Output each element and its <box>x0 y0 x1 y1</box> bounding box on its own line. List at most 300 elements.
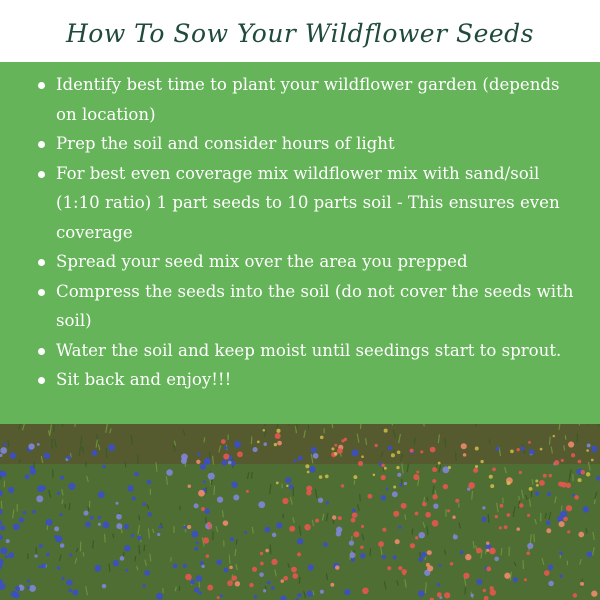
step-text: Sit back and enjoy!!! <box>56 370 232 389</box>
step-item <box>38 336 581 366</box>
bluebonnet-flower <box>527 543 533 549</box>
paintbrush-flower <box>375 444 378 447</box>
bluebonnet-flower <box>320 590 324 594</box>
grass-blade <box>383 467 384 471</box>
bluebonnet-flower <box>147 512 152 517</box>
grass-blade <box>565 435 566 439</box>
yellow-flower <box>353 475 357 479</box>
paintbrush-flower <box>504 573 510 579</box>
bluebonnet-flower <box>0 447 7 454</box>
bluebonnet-flower <box>586 551 592 557</box>
paintbrush-flower <box>571 453 575 457</box>
yellow-flower <box>384 467 387 470</box>
bluebonnet-flower <box>68 483 75 490</box>
yellow-flower <box>384 429 388 433</box>
bluebonnet-flower <box>60 543 64 547</box>
bluebonnet-flower <box>336 527 342 533</box>
paintbrush-flower <box>444 592 450 598</box>
bluebonnet-flower <box>113 560 119 566</box>
bluebonnet-flower <box>144 570 150 576</box>
bluebonnet-flower <box>131 534 134 537</box>
grass-blade <box>1 501 2 508</box>
bluebonnet-flower <box>437 583 440 586</box>
step-text: Spread your seed mix over the area you prepped <box>56 252 468 271</box>
paintbrush-flower <box>271 559 277 565</box>
bluebonnet-flower <box>349 552 355 558</box>
bluebonnet-flower <box>83 510 88 515</box>
paintbrush-flower <box>203 537 209 543</box>
bluebonnet-flower <box>224 446 227 449</box>
yellow-flower <box>263 429 266 432</box>
paintbrush-flower <box>473 468 478 473</box>
bullet-icon <box>38 171 45 178</box>
bluebonnet-flower <box>259 572 264 577</box>
paintbrush-flower <box>209 526 212 529</box>
bluebonnet-flower <box>60 476 64 480</box>
bluebonnet-flower <box>308 564 314 570</box>
paintbrush-flower <box>221 439 226 444</box>
bluebonnet-flower <box>560 574 563 577</box>
paintbrush-flower <box>337 448 343 454</box>
paintbrush-flower <box>281 579 284 582</box>
yellow-flower <box>489 475 493 479</box>
paintbrush-flower <box>338 516 342 520</box>
bluebonnet-flower <box>547 492 551 496</box>
yellow-flower <box>286 485 288 487</box>
paintbrush-flower <box>353 531 359 537</box>
paintbrush-flower <box>358 461 363 466</box>
paintbrush-flower <box>490 589 496 595</box>
yellow-flower <box>361 455 364 458</box>
step-text: Prep the soil and consider hours of light <box>56 134 395 153</box>
paintbrush-flower <box>486 541 489 544</box>
yellow-flower <box>319 475 323 479</box>
paintbrush-flower <box>561 482 567 488</box>
bluebonnet-flower <box>418 532 424 538</box>
bluebonnet-flower <box>115 502 118 505</box>
bluebonnet-flower <box>102 521 109 528</box>
grass-blade <box>489 439 490 443</box>
paintbrush-flower <box>289 526 295 532</box>
bluebonnet-flower <box>200 464 206 470</box>
paintbrush-flower <box>229 566 233 570</box>
bluebonnet-flower <box>323 542 328 547</box>
grass-blade <box>89 501 90 508</box>
paintbrush-flower <box>546 528 551 533</box>
grass-blade <box>252 472 253 479</box>
bluebonnet-flower <box>203 480 206 483</box>
paintbrush-flower <box>432 467 437 472</box>
paintbrush-flower <box>207 585 213 591</box>
bluebonnet-flower <box>360 553 366 559</box>
bluebonnet-flower <box>157 533 160 536</box>
bluebonnet-flower <box>13 523 20 530</box>
header <box>0 0 600 62</box>
bluebonnet-flower <box>142 584 145 587</box>
bluebonnet-flower <box>392 491 398 497</box>
paintbrush-flower <box>492 467 496 471</box>
paintbrush-flower <box>265 549 269 553</box>
paintbrush-flower <box>432 494 437 499</box>
grass-blade <box>564 445 565 450</box>
paintbrush-flower <box>217 596 220 599</box>
bluebonnet-flower <box>253 447 258 452</box>
paintbrush-flower <box>237 451 243 457</box>
paintbrush-flower <box>315 519 319 523</box>
paintbrush-flower <box>201 507 205 511</box>
paintbrush-flower <box>341 439 344 442</box>
yellow-flower <box>334 452 338 456</box>
paintbrush-flower <box>232 575 237 580</box>
bluebonnet-flower <box>495 447 499 451</box>
bluebonnet-flower <box>98 491 105 498</box>
yellow-flower <box>510 449 514 453</box>
bluebonnet-flower <box>124 524 129 529</box>
bluebonnet-flower <box>61 577 64 580</box>
bluebonnet-flower <box>535 491 540 496</box>
step-text: Water the soil and keep moist until seedings start to sprout. <box>56 340 562 360</box>
step-item <box>38 365 581 395</box>
bluebonnet-flower <box>297 593 301 597</box>
bluebonnet-flower <box>418 557 423 562</box>
bluebonnet-flower <box>433 504 438 509</box>
bluebonnet-flower <box>8 487 14 493</box>
bluebonnet-flower <box>352 509 356 513</box>
grass-blade <box>214 486 215 495</box>
paintbrush-flower <box>461 443 467 449</box>
bluebonnet-flower <box>382 555 386 559</box>
paintbrush-flower <box>415 512 419 516</box>
bluebonnet-flower <box>190 579 195 584</box>
paintbrush-flower <box>504 525 508 529</box>
paintbrush-flower <box>367 494 372 499</box>
paintbrush-flower <box>402 569 407 574</box>
paintbrush-flower <box>334 444 337 447</box>
bluebonnet-flower <box>349 540 354 545</box>
paintbrush-flower <box>341 484 344 487</box>
bluebonnet-flower <box>267 581 271 585</box>
bluebonnet-flower <box>15 586 20 591</box>
paintbrush-flower <box>381 464 384 467</box>
bluebonnet-flower <box>388 446 393 451</box>
paintbrush-flower <box>580 582 584 586</box>
bluebonnet-flower <box>285 477 291 483</box>
bluebonnet-flower <box>548 565 553 570</box>
grass-blade <box>171 557 172 561</box>
paintbrush-flower <box>483 589 486 592</box>
paintbrush-flower <box>432 520 439 527</box>
paintbrush-flower <box>260 552 263 555</box>
bluebonnet-flower <box>191 531 198 538</box>
grass-blade <box>534 534 535 542</box>
paintbrush-flower <box>452 516 455 519</box>
bluebonnet-flower <box>98 523 101 526</box>
bluebonnet-flower <box>19 517 25 523</box>
paintbrush-flower <box>282 498 288 504</box>
step-item <box>38 277 581 336</box>
page-title: How To Sow Your Wildflower Seeds <box>65 18 535 48</box>
yellow-flower <box>373 474 376 477</box>
yellow-flower <box>578 478 582 482</box>
paintbrush-flower <box>393 511 399 517</box>
bluebonnet-flower <box>166 469 173 476</box>
bluebonnet-flower <box>418 590 425 597</box>
paintbrush-flower <box>506 513 510 517</box>
bluebonnet-flower <box>183 564 187 568</box>
paintbrush-flower <box>381 475 386 480</box>
yellow-flower <box>276 429 280 433</box>
bullet-icon <box>38 259 45 266</box>
bluebonnet-flower <box>156 593 163 600</box>
bluebonnet-flower <box>399 483 402 486</box>
paintbrush-flower <box>361 525 364 528</box>
bluebonnet-flower <box>108 444 115 451</box>
bluebonnet-flower <box>102 584 106 588</box>
paintbrush-flower <box>539 480 545 486</box>
paintbrush-flower <box>398 566 402 570</box>
bluebonnet-flower <box>14 592 20 598</box>
wildflower-field-photo <box>0 424 600 600</box>
paintbrush-flower <box>489 548 496 555</box>
bluebonnet-flower <box>0 525 5 530</box>
bluebonnet-flower <box>120 556 125 561</box>
yellow-flower <box>529 487 533 491</box>
paintbrush-flower <box>543 474 547 478</box>
bluebonnet-flower <box>351 558 355 562</box>
paintbrush-flower <box>198 490 205 497</box>
paintbrush-flower <box>187 525 191 529</box>
bluebonnet-flower <box>32 510 36 514</box>
paintbrush-flower <box>450 562 453 565</box>
grass-blade <box>204 437 205 442</box>
paintbrush-flower <box>330 583 334 587</box>
grass-blade <box>213 456 214 465</box>
paintbrush-flower <box>306 485 312 491</box>
paintbrush-flower <box>387 566 391 570</box>
paintbrush-flower <box>426 563 430 567</box>
bluebonnet-flower <box>116 523 122 529</box>
paintbrush-flower <box>246 490 249 493</box>
bluebonnet-flower <box>102 465 106 469</box>
grass-blade <box>488 514 489 523</box>
yellow-flower <box>393 486 396 489</box>
grass-blade <box>109 564 110 572</box>
bluebonnet-flower <box>181 458 187 464</box>
bluebonnet-flower <box>40 485 46 491</box>
bluebonnet-flower <box>263 442 267 446</box>
grass-blade <box>69 503 70 510</box>
bluebonnet-flower <box>271 586 275 590</box>
bullet-icon <box>38 348 45 355</box>
paintbrush-flower <box>425 512 431 518</box>
grass-blade <box>139 545 140 554</box>
bluebonnet-flower <box>557 516 563 522</box>
bluebonnet-flower <box>344 589 350 595</box>
bluebonnet-flower <box>27 586 30 589</box>
bluebonnet-flower <box>137 536 142 541</box>
bluebonnet-flower <box>204 458 211 465</box>
paintbrush-flower <box>527 514 530 517</box>
paintbrush-flower <box>476 548 482 554</box>
paintbrush-flower <box>495 515 498 518</box>
bluebonnet-flower <box>234 441 241 448</box>
step-item <box>38 70 581 129</box>
bluebonnet-flower <box>258 501 265 508</box>
bluebonnet-flower <box>194 547 198 551</box>
bluebonnet-flower <box>453 535 458 540</box>
yellow-flower <box>536 484 539 487</box>
bluebonnet-flower <box>404 482 407 485</box>
paintbrush-flower <box>382 528 386 532</box>
grass-blade <box>139 515 140 520</box>
bluebonnet-flower <box>85 521 91 527</box>
bluebonnet-flower <box>513 577 518 582</box>
paintbrush-flower <box>578 532 584 538</box>
grass-blade <box>93 540 94 548</box>
bluebonnet-flower <box>28 443 34 449</box>
bluebonnet-flower <box>438 564 441 567</box>
grass-blade <box>569 475 570 482</box>
bluebonnet-flower <box>159 525 163 529</box>
paintbrush-flower <box>362 587 369 594</box>
bluebonnet-flower <box>587 443 591 447</box>
bluebonnet-flower <box>421 552 427 558</box>
grass-blade <box>472 491 473 500</box>
bluebonnet-flower <box>306 591 312 597</box>
bluebonnet-flower <box>231 481 238 488</box>
grass-blade <box>135 556 136 561</box>
bluebonnet-flower <box>216 559 222 565</box>
bluebonnet-flower <box>293 459 296 462</box>
bluebonnet-flower <box>194 503 199 508</box>
paintbrush-flower <box>561 459 564 462</box>
step-item <box>38 159 581 248</box>
paintbrush-flower <box>554 460 559 465</box>
bluebonnet-flower <box>6 539 10 543</box>
bluebonnet-flower <box>224 568 229 573</box>
grass-blade <box>283 514 284 519</box>
bluebonnet-flower <box>298 456 303 461</box>
grass-blade <box>104 534 105 543</box>
grass-blade <box>209 451 210 458</box>
bluebonnet-flower <box>54 526 59 531</box>
yellow-flower <box>438 462 441 465</box>
grass-blade <box>180 506 181 510</box>
bluebonnet-flower <box>208 473 215 480</box>
bluebonnet-flower <box>39 544 43 548</box>
grass-blade <box>8 440 9 447</box>
bluebonnet-flower <box>529 449 535 455</box>
bluebonnet-flower <box>134 472 139 477</box>
bluebonnet-flower <box>95 565 101 571</box>
bluebonnet-flower <box>494 557 499 562</box>
bluebonnet-flower <box>54 535 57 538</box>
bluebonnet-flower <box>69 589 73 593</box>
bluebonnet-flower <box>393 556 397 560</box>
grass-blade <box>270 544 271 554</box>
paintbrush-flower <box>260 562 264 566</box>
paintbrush-flower <box>196 460 200 464</box>
paintbrush-flower <box>227 580 233 586</box>
yellow-flower <box>490 484 494 488</box>
paintbrush-flower <box>422 502 427 507</box>
bluebonnet-flower <box>546 521 551 526</box>
bluebonnet-flower <box>29 585 36 592</box>
bluebonnet-flower <box>197 452 200 455</box>
bluebonnet-flower <box>220 594 223 597</box>
yellow-flower <box>391 453 395 457</box>
yellow-flower <box>274 443 277 446</box>
grass-blade <box>332 424 333 428</box>
yellow-flower <box>553 435 555 437</box>
paintbrush-flower <box>455 499 459 503</box>
yellow-flower <box>276 481 279 484</box>
paintbrush-flower <box>378 541 384 547</box>
bluebonnet-flower <box>548 581 553 586</box>
bluebonnet-flower <box>10 452 16 458</box>
bluebonnet-flower <box>228 461 232 465</box>
paintbrush-flower <box>591 591 597 597</box>
paintbrush-flower <box>249 583 253 587</box>
paintbrush-flower <box>574 495 579 500</box>
bluebonnet-flower <box>217 496 223 502</box>
bluebonnet-flower <box>132 496 136 500</box>
bluebonnet-flower <box>386 488 389 491</box>
yellow-flower <box>586 472 590 476</box>
bluebonnet-flower <box>381 495 387 501</box>
bluebonnet-flower <box>397 473 401 477</box>
bluebonnet-flower <box>311 447 317 453</box>
grass-blade <box>313 590 314 595</box>
bluebonnet-flower <box>200 561 204 565</box>
step-text: Identify best time to plant your wildflower garden (depends on location) <box>56 75 560 124</box>
grass-blade <box>456 453 457 461</box>
paintbrush-flower <box>185 574 192 581</box>
bluebonnet-flower <box>37 443 40 446</box>
bluebonnet-flower <box>276 522 282 528</box>
yellow-flower <box>331 447 334 450</box>
step-item <box>38 247 581 277</box>
paintbrush-flower <box>206 554 210 558</box>
paintbrush-flower <box>252 567 257 572</box>
yellow-flower <box>325 474 329 478</box>
bluebonnet-flower <box>194 587 199 592</box>
bluebonnet-flower <box>147 480 152 485</box>
yellow-flower <box>507 481 511 485</box>
yellow-flower <box>320 436 324 440</box>
bluebonnet-flower <box>3 443 6 446</box>
paintbrush-flower <box>351 518 356 523</box>
bullet-icon <box>38 289 45 296</box>
bluebonnet-flower <box>244 531 247 534</box>
yellow-flower <box>480 460 483 463</box>
paintbrush-flower <box>563 517 568 522</box>
paintbrush-flower <box>524 578 527 581</box>
bluebonnet-flower <box>36 495 43 502</box>
bluebonnet-flower <box>69 553 72 556</box>
yellow-flower <box>397 451 401 455</box>
bluebonnet-flower <box>204 508 210 514</box>
paintbrush-flower <box>443 484 448 489</box>
paintbrush-flower <box>292 573 298 579</box>
bluebonnet-flower <box>92 450 98 456</box>
bluebonnet-flower <box>98 516 101 519</box>
grass-blade <box>299 577 300 584</box>
yellow-flower <box>396 466 399 469</box>
paintbrush-flower <box>235 581 240 586</box>
paintbrush-flower <box>432 479 436 483</box>
bluebonnet-flower <box>398 526 401 529</box>
